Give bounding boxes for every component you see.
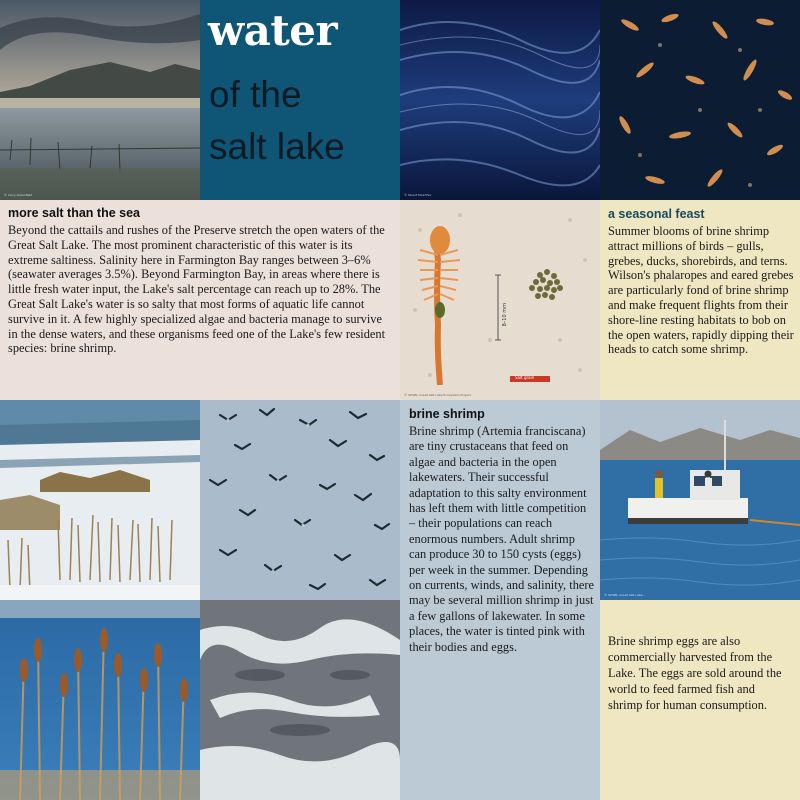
- section-heading: brine shrimp: [409, 407, 485, 421]
- more-salt-than-the-sea-panel: [0, 200, 400, 400]
- section-body: Brine shrimp (Artemia franciscana) are tiny crustaceans that feed on algae and bacteria in the open lakewaters. Their successful adaptation to this salty environment has left them with little competition – their populations can reach enormous numbers. Adult shrimp can produce 30 to 150 cysts (eggs) per week in the summer. Depending on currents, winds, and salinity, there may be several million shrimp in just a few gallons of lakewater. In some places, the water is tinted pink with their bodies and eggs.: [409, 424, 595, 654]
- cattails-photo: [0, 600, 200, 800]
- photo-credit: © Stuart Mcarthur: [404, 193, 432, 197]
- photo-credit: © UDWR, Great Salt Lake...: [604, 593, 646, 597]
- title-line-of-the: of the: [209, 74, 302, 115]
- scale-bar-label: Salt grain: [515, 375, 535, 380]
- shrimp-micrograph-photo: [400, 200, 600, 400]
- scale-label: 8–10 mm: [502, 303, 508, 327]
- shrimp-swarm-photo: [600, 0, 800, 200]
- a-seasonal-feast-panel: [600, 200, 800, 400]
- section-heading: a seasonal feast: [608, 207, 705, 221]
- title-line-salt-lake: salt lake: [209, 126, 345, 167]
- title-word-water: water: [208, 6, 338, 55]
- section-body: Summer blooms of brine shrimp attract millions of birds – gulls, grebes, ducks, shorebirds, and terns. Wilson's phalaropes and eared grebes are particularly fond of brine shrimp and make frequent flights from their shore-line resting habitats to bob on the open waters, rapidly dipping their heads to catch some shrimp.: [608, 224, 794, 357]
- brine-shrimp-panel: [400, 400, 600, 800]
- harvest-panel: [600, 600, 800, 800]
- section-body: Beyond the cattails and rushes of the Preserve stretch the open waters of the Great Salt Lake. The most prominent characteristic of this water is its extreme saltiness. Salinity here in Farmington Bay ranges between 3–6% (seawater averages 3.5%). Beyond Farmington Bay, in areas where there is little fresh water input, the Lake's salt percentage can reach up to 28%. The Great Salt Lake's water is so salty that most forms of aquatic life cannot survive in it. A few highly specialized algae and bacteria manage to survive in the dense waters, and these organisms feed one of the Lake's few resident species: brine shrimp.: [8, 223, 386, 356]
- harvest-boat-photo: [600, 400, 800, 600]
- water-ripples-photo: [400, 0, 600, 200]
- photo-credit: © UDWR, Great Salt Lake Ecosystem Project: [404, 393, 471, 397]
- snowy-marsh-photo: [0, 400, 200, 600]
- section-heading: more salt than the sea: [8, 206, 140, 220]
- section-body: Brine shrimp eggs are also commercially harvested from the Lake. The eggs are sold around the world to feed farmed fish and shrimp for human consumption.: [608, 634, 782, 712]
- birds-in-flight-photo: [200, 400, 400, 600]
- photo-credit: © Larry Greenfield: [4, 193, 33, 197]
- title-block: [200, 0, 400, 200]
- icy-water-photo: [200, 600, 400, 800]
- mountain-lake-photo: [0, 0, 200, 200]
